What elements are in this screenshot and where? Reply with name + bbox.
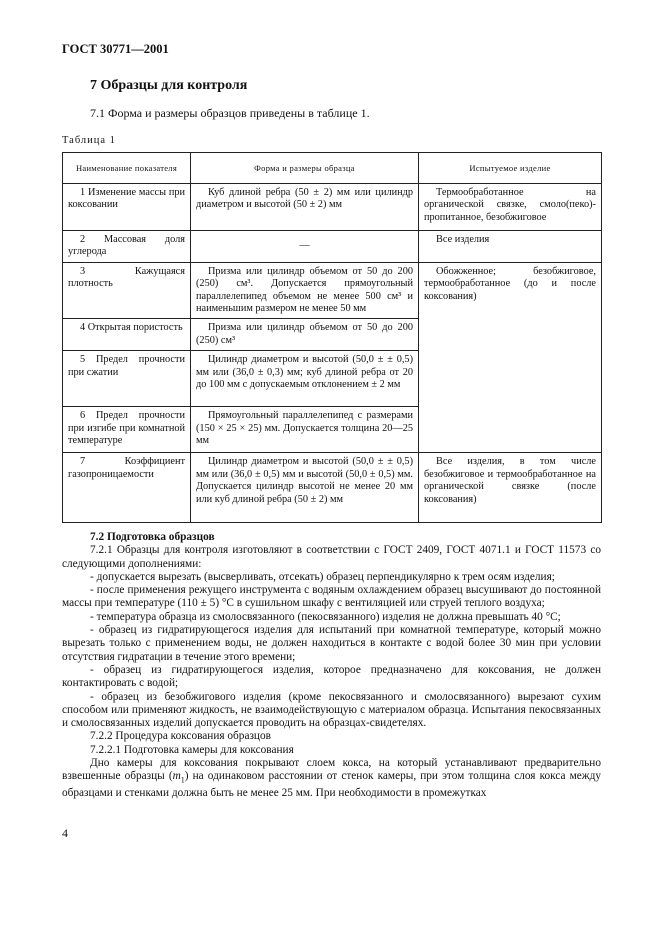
list-item: - образец из гидратирующегося изделия для испытаний при комнатной температуре, который можно вырезать только с применением воды, не должен находиться в контакте с водой более 30 мин при условии отсутствия гидратации в течение этого времени;	[62, 624, 601, 663]
section-title: 7 Образцы для контроля	[90, 78, 248, 93]
paragraph: 7.2.2 Процедура коксования образцов	[90, 730, 271, 743]
subsection-heading: 7.2 Подготовка образцов	[90, 531, 215, 543]
list-item: - температура образца из смолосвязанного (пекосвязанного) изделия не должна превышать 40 °С;	[90, 610, 561, 623]
table-caption: Таблица 1	[62, 135, 116, 146]
indicator-cell: 2 Массовая доля углерода	[63, 231, 191, 263]
indicator-cell: 6 Предел прочности при изгибе при комнатной температуре	[63, 407, 191, 453]
column-header: Форма и размеры образца	[191, 153, 419, 184]
list-item: - образец из безобжигового изделия (кроме пекосвязанного и смолосвязанного) вырезают сухим способом или применяют жидкость, не взаимодействующую с материалом образца. Испытания пекосвязанных и смолосвязанных изделий допускается проводить на образцах-свидетелях.	[62, 690, 601, 730]
table-header-row	[63, 153, 602, 184]
sample-cell: Куб длиной ребра (50 ± 2) мм или цилиндр диаметром и высотой (50 ± 2) мм	[191, 184, 419, 231]
text-fragment: ) на одинаковом расстоянии от стенок камеры, при этом толщина слоя кокса между образцами и стенками должна быть не менее 25 мм. При необходимости в промежутках	[62, 770, 601, 799]
paragraph	[62, 757, 601, 800]
sample-cell: Призма или цилиндр объемом от 50 до 200 (250) см³	[191, 319, 419, 351]
indicator-cell: 3 Кажущаяся плотность	[63, 262, 191, 319]
product-cell: Термообработанное на органической связке, смоло(пеко)-пропитанное, безобжиговое	[419, 184, 602, 231]
table-row	[63, 184, 602, 231]
list-item: - после применения режущего инструмента с водяным охлаждением образец высушивают до постоянной массы при температуре (110 ± 5) °С в сушильном шкафу с вентиляцией или струей теплого воздуха;	[62, 584, 601, 610]
product-cell: Все изделия, в том числе безобжиговое и термообработанное на органической связке (после коксования)	[419, 453, 602, 523]
sample-cell: Цилиндр диаметром и высотой (50,0 ± ± 0,5) мм или (36,0 ± 0,5) мм и высотой (50,0 ± 0,5) мм. Допускается цилиндр высотой не менее 20 мм или куб длиной ребра (50 ± 2) мм	[191, 453, 419, 523]
product-cell: Все изделия	[419, 231, 602, 263]
indicator-cell: 4 Открытая пористость	[63, 319, 191, 351]
indicator-cell: 5 Предел прочности при сжатии	[63, 351, 191, 407]
table-row	[63, 262, 602, 319]
table-row	[63, 231, 602, 263]
text-fragment: Дно камеры для коксования покрывают слоем кокса, на который устанавливают предварительно взвешенные образцы (	[62, 757, 601, 783]
symbol-subscript: 1	[180, 775, 185, 785]
sample-cell: Прямоугольный параллелепипед с размерами (150 × 25 × 25) мм. Допускается толщина 20—25 мм	[191, 407, 419, 453]
sample-cell: —	[191, 231, 419, 263]
indicator-cell: 1 Изменение массы при коксовании	[63, 184, 191, 231]
paragraph: 7.2.1 Образцы для контроля изготовляют в соответствии с ГОСТ 2409, ГОСТ 4071.1 и ГОСТ 11573 со следующими дополнениями:	[62, 544, 601, 570]
column-header: Испытуемое изделие	[419, 153, 602, 184]
table-row	[63, 453, 602, 523]
indicator-cell: 7 Коэффициент газопроницаемости	[63, 453, 191, 523]
intro-paragraph: 7.1 Форма и размеры образцов приведены в таблице 1.	[90, 106, 370, 120]
document-header: ГОСТ 30771—2001	[62, 42, 169, 56]
body-text	[62, 531, 601, 800]
page-number: 4	[62, 826, 68, 840]
column-header: Наименование показателя	[63, 153, 191, 184]
sample-cell: Призма или цилиндр объемом от 50 до 200 (250) см³. Допускается прямоугольный параллелепипед объемом не менее 500 см³ и наименьшим размером не менее 50 мм	[191, 262, 419, 319]
list-item: - образец из гидратирующегося изделия, которое предназначено для коксования, не должен контактировать с водой;	[62, 663, 601, 690]
samples-table	[62, 152, 602, 523]
paragraph: 7.2.2.1 Подготовка камеры для коксования	[90, 743, 294, 756]
sample-cell: Цилиндр диаметром и высотой (50,0 ± ± 0,5) мм или (36,0 ± 0,3) мм; куб длиной ребра от 20 до 100 мм с допускаемым отклонением ± 2 мм	[191, 351, 419, 407]
symbol-m: m	[172, 770, 181, 783]
product-cell: Обожженное; безобжиговое, термообработанное (до и после коксования)	[419, 262, 602, 453]
list-item: - допускается вырезать (высверливать, отсекать) образец перпендикулярно к трем осям изделия;	[90, 570, 555, 583]
